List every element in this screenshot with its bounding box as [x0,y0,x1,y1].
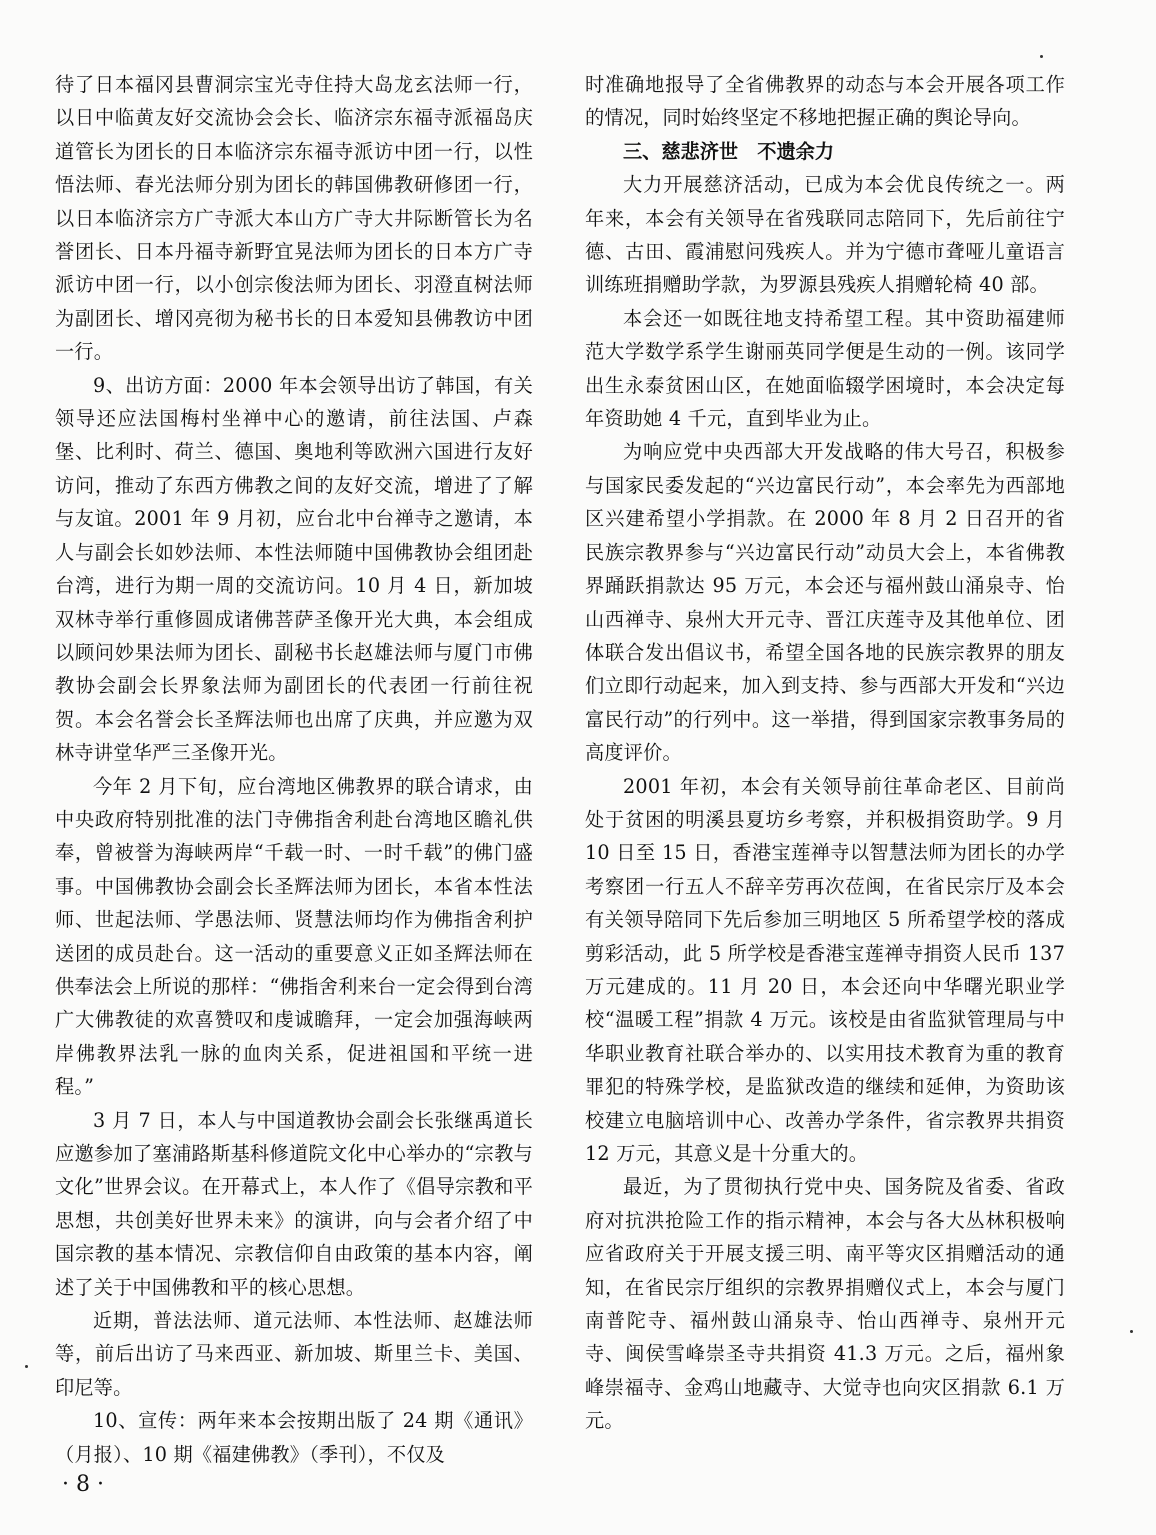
right-column [585,68,1065,1438]
scan-speck [1130,1330,1133,1333]
paragraph: 2001 年初，本会有关领导前往革命老区、目前尚处于贫困的明溪县夏坊乡考察，并积极捐资助学。9 月 10 日至 15 日，香港宝莲禅寺以智慧法师为团长的办学考察团一行五人不辞辛劳再次莅闽，在省民宗厅及本会有关领导陪同下先后参加三明地区 5 所希望学校的落成剪彩活动，此 5 所学校是香港宝莲禅寺捐资人民币 137 万元建成的。11 月 20 日，本会还向中华曙光职业学校“温暖工程”捐款 4 万元。该校是由省监狱管理局与中华职业教育社联合举办的、以实用技术教育为重的教育罪犯的特殊学校，是监狱改造的继续和延伸，为资助该校建立电脑培训中心、改善办学条件，省宗教界共捐资 12 万元，其意义是十分重大的。 [585,774,1065,1165]
scan-speck [1040,55,1043,58]
paragraph: 本会还一如既往地支持希望工程。其中资助福建师范大学数学系学生谢丽英同学便是生动的一例。该同学出生永泰贫困山区，在她面临辍学困境时，本会决定每年资助她 4 千元，直到毕业为止。 [585,306,1065,431]
paragraph: 大力开展慈济活动，已成为本会优良传统之一。两年来，本会有关领导在省残联同志陪同下，先后前往宁德、古田、霞浦慰问残疾人。并为宁德市聋哑儿童语言训练班捐赠助学款，为罗源县残疾人捐赠轮椅 40 部。 [585,173,1065,297]
paragraph: 近期，普法法师、道元法师、本性法师、赵雄法师等，前后出访了马来西亚、新加坡、斯里兰卡、美国、印尼等。 [55,1309,533,1399]
paragraph: 时准确地报导了全省佛教界的动态与本会开展各项工作的情况，同时始终坚定不移地把握正确的舆论导向。 [585,73,1065,130]
page-number: · 8 · [62,1472,104,1497]
paragraph: 今年 2 月下旬，应台湾地区佛教界的联合请求，由中央政府特别批准的法门寺佛指舍利赴台湾地区瞻礼供奉，曾被誉为海峡两岸“千载一时、一时千载”的佛门盛事。中国佛教协会副会长圣辉法师为团长，本省本性法师、世起法师、学愚法师、贤慧法师均作为佛指舍利护送团的成员赴台。这一活动的重要意义正如圣辉法师在供奉法会上所说的那样：“佛指舍利来台一定会得到台湾广大佛教徒的欢喜赞叹和虔诚瞻拜，一定会加强海峡两岸佛教界法乳一脉的血肉关系，促进祖国和平统一进程。” [55,774,533,1099]
paragraph: 3 月 7 日，本人与中国道教协会副会长张继禹道长应邀参加了塞浦路斯基科修道院文化中心举办的“宗教与文化”世界会议。在开幕式上，本人作了《倡导宗教和平思想，共创美好世界未来》的演讲，向与会者介绍了中国宗教的基本情况、宗教信仰自由政策的基本内容，阐述了关于中国佛教和平的核心思想。 [55,1108,533,1299]
left-column [55,68,533,1471]
paragraph: 10、宣传：两年来本会按期出版了 24 期《通讯》（月报）、10 期《福建佛教》（季刊），不仅及 [55,1409,533,1466]
paragraph: 待了日本福冈县曹洞宗宝光寺住持大岛龙玄法师一行，以日中临黄友好交流协会会长、临济宗东福寺派福岛庆道管长为团长的日本临济宗东福寺派访中团一行，以性悟法师、春光法师分别为团长的韩国佛教研修团一行，以日本临济宗方广寺派大本山方广寺大井际断管长为名誉团长、日本丹福寺新野宜晃法师为团长的日本方广寺派访中团一行，以小创宗俊法师为团长、羽澄直树法师为副团长、增冈亮彻为秘书长的日本爱知县佛教访中团一行。 [55,73,533,364]
scan-speck [25,1365,28,1368]
paragraph: 为响应党中央西部大开发战略的伟大号召，积极参与国家民委发起的“兴边富民行动”，本会率先为西部地区兴建希望小学捐款。在 2000 年 8 月 2 日召开的省民族宗教界参与“兴边富民行动”动员大会上，本省佛教界踊跃捐款达 95 万元，本会还与福州鼓山涌泉寺、怡山西禅寺、泉州大开元寺、晋江庆莲寺及其他单位、团体联合发出倡议书，希望全国各地的民族宗教界的朋友们立即行动起来，加入到支持、参与西部大开发和“兴边富民行动”的行列中。这一举措，得到国家宗教事务局的高度评价。 [585,440,1065,765]
paragraph: 9、出访方面：2000 年本会领导出访了韩国，有关领导还应法国梅村坐禅中心的邀请，前往法国、卢森堡、比利时、荷兰、德国、奥地利等欧洲六国进行友好访问，推动了东西方佛教之间的友好交流，增进了了解与友谊。2001 年 9 月初，应台北中台禅寺之邀请，本人与副会长如妙法师、本性法师随中国佛教协会组团赴台湾，进行为期一周的交流访问。10 月 4 日，新加坡双林寺举行重修圆成诸佛菩萨圣像开光大典，本会组成以顾问妙果法师为团长、副秘书长赵雄法师与厦门市佛教协会副会长界象法师为副团长的代表团一行前往祝贺。本会名誉会长圣辉法师也出席了庆典，并应邀为双林寺讲堂华严三圣像开光。 [55,373,533,765]
section-heading: 三、慈悲济世 不遗余力 [623,139,835,163]
paragraph: 最近，为了贯彻执行党中央、国务院及省委、省政府对抗洪抢险工作的指示精神，本会与各大丛林积极响应省政府关于开展支援三明、南平等灾区捐赠活动的通知，在省民宗厅组织的宗教界捐赠仪式上，本会与厦门南普陀寺、福州鼓山涌泉寺、怡山西禅寺、泉州开元寺、闽侯雪峰崇圣寺共捐资 41.3 万元。之后，福州象峰崇福寺、金鸡山地藏寺、大觉寺也向灾区捐款 6.1 万元。 [585,1175,1065,1433]
